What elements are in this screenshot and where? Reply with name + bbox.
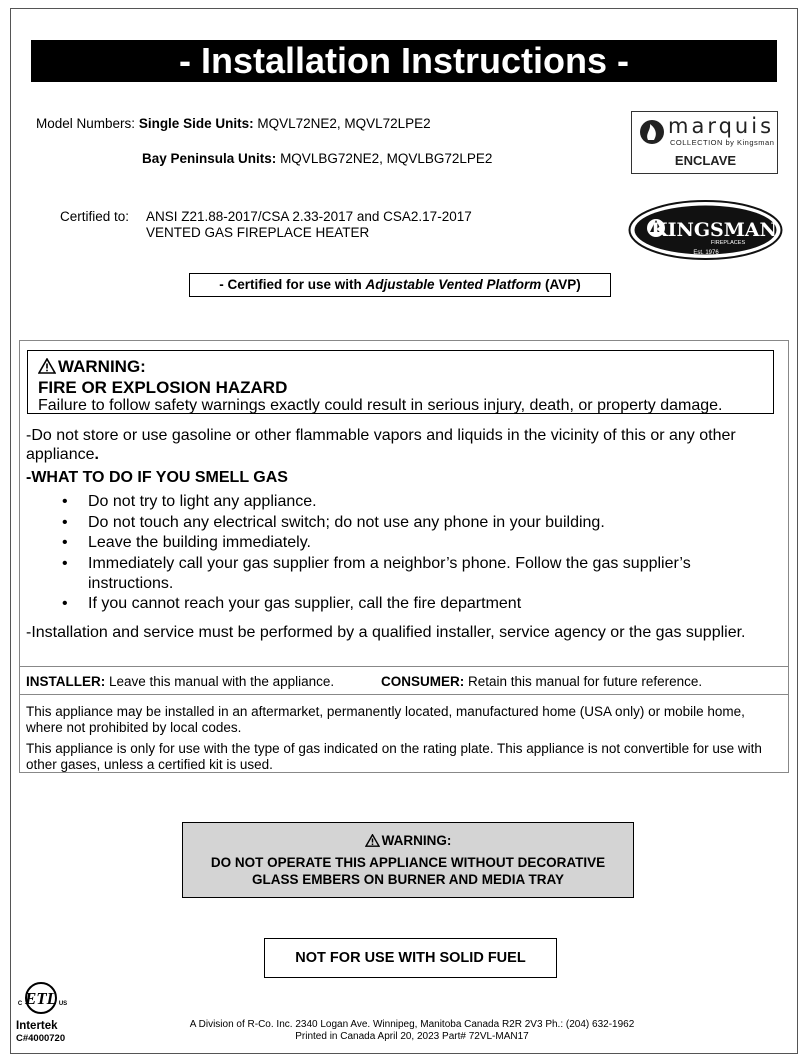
divider <box>19 666 789 667</box>
list-item: • Leave the building immediately. <box>60 533 760 553</box>
list-item: • Do not touch any electrical switch; do not use any phone in your building. <box>60 513 760 533</box>
glass-warning-line2: GLASS EMBERS ON BURNER AND MEDIA TRAY <box>251 872 565 887</box>
model-numbers-single <box>36 116 431 131</box>
glass-warning-title: WARNING: <box>381 833 452 848</box>
kingsman-fireplaces-text: FIREPLACES <box>710 240 746 246</box>
consumer-text: Retain this manual for future reference. <box>464 674 703 689</box>
etl-letters: ETL <box>24 989 58 1008</box>
divider <box>19 694 789 695</box>
avp-certification-box <box>189 273 611 297</box>
marquis-collection-text: COLLECTION by Kingsman <box>670 138 775 147</box>
marquis-wordmark: marquis <box>668 114 775 138</box>
warning-title-text: WARNING: <box>58 357 146 376</box>
consumer-label: CONSUMER: <box>381 674 465 689</box>
kingsman-fireplaces-logo <box>628 200 783 260</box>
certified-standards <box>146 209 472 241</box>
single-side-label: Single Side Units: <box>138 116 254 131</box>
etl-us: US <box>58 1001 68 1007</box>
gas-type-paragraph: This appliance is only for use with the type of gas indicated on the rating plate. This appliance is not convertible for use with other gases, unless a certified kit is used. <box>26 741 762 772</box>
enclave-wordmark: ENCLAVE <box>674 153 737 168</box>
single-side-values: MQVL72NE2, MQVL72LPE2 <box>257 116 431 131</box>
etl-c: C <box>17 1001 23 1007</box>
installer-label: INSTALLER: <box>26 674 106 689</box>
installer-consumer-notice <box>26 674 703 689</box>
footer <box>0 1019 808 1043</box>
certified-label: Certified to: <box>60 209 130 224</box>
avp-suffix: (AVP) <box>541 277 581 292</box>
model-numbers-bay <box>142 151 492 166</box>
footer-address: A Division of R-Co. Inc. 2340 Logan Ave. Winnipeg, Manitoba Canada R2R 2V3 Ph.: (204) 632-1962 <box>189 1019 635 1030</box>
footer-print-info: Printed in Canada April 20, 2023 Part# 72VL-MAN17 <box>295 1031 529 1042</box>
certified-line1: ANSI Z21.88-2017/CSA 2.33-2017 and CSA2.17-2017 <box>146 209 472 224</box>
kingsman-wordmark: KINGSMAN <box>651 219 777 241</box>
model-numbers-label: Model Numbers: <box>36 116 136 131</box>
installation-service-paragraph: -Installation and service must be performed by a qualified installer, service agency or the gas supplier. <box>26 624 746 641</box>
glass-embers-warning-box <box>182 822 634 898</box>
smell-gas-list <box>60 492 760 615</box>
intertek-label: Intertek <box>16 1020 58 1032</box>
flame-icon <box>639 118 665 146</box>
marquis-enclave-logo <box>631 111 778 174</box>
installer-text: Leave this manual with the appliance. <box>105 674 335 689</box>
flammable-end: . <box>94 446 99 463</box>
hazard-heading: FIRE OR EXPLOSION HAZARD <box>38 378 288 397</box>
list-item: • Immediately call your gas supplier from a neighbor’s phone. Follow the gas supplier’s instructions. <box>60 554 760 594</box>
kingsman-est-text: Est. 1976 <box>693 250 719 256</box>
document-title: - Installation Instructions - <box>31 40 777 82</box>
warning-triangle-icon <box>38 358 56 374</box>
avp-prefix: - Certified for use with <box>219 277 366 292</box>
mobile-home-paragraph: This appliance may be installed in an aftermarket, permanently located, manufactured home (USA only) or mobile home, where not prohibited by local codes. <box>26 704 745 735</box>
bay-peninsula-label: Bay Peninsula Units: <box>142 151 277 166</box>
smell-gas-heading: -WHAT TO DO IF YOU SMELL GAS <box>26 469 288 486</box>
etl-control-number: C#4000720 <box>16 1033 66 1044</box>
warning-triangle-icon <box>365 834 380 847</box>
glass-warning-line1: DO NOT OPERATE THIS APPLIANCE WITHOUT DECORATIVE <box>210 855 606 870</box>
solid-fuel-notice: NOT FOR USE WITH SOLID FUEL <box>264 938 557 978</box>
fire-warning-box <box>27 350 774 414</box>
list-item: • If you cannot reach your gas supplier, call the fire department <box>60 594 760 614</box>
avp-italic: Adjustable Vented Platform <box>365 277 542 292</box>
hazard-text: Failure to follow safety warnings exactly could result in serious injury, death, or property damage. <box>38 397 723 414</box>
warning-heading <box>38 357 146 377</box>
certified-line2: VENTED GAS FIREPLACE HEATER <box>146 225 370 240</box>
bay-peninsula-values: MQVLBG72NE2, MQVLBG72LPE2 <box>280 151 493 166</box>
glass-warning-heading <box>183 833 633 848</box>
flammable-warning-paragraph <box>26 426 786 464</box>
flammable-text: -Do not store or use gasoline or other flammable vapors and liquids in the vicinity of this or any other appliance <box>26 427 736 463</box>
list-item: • Do not try to light any appliance. <box>60 492 760 512</box>
